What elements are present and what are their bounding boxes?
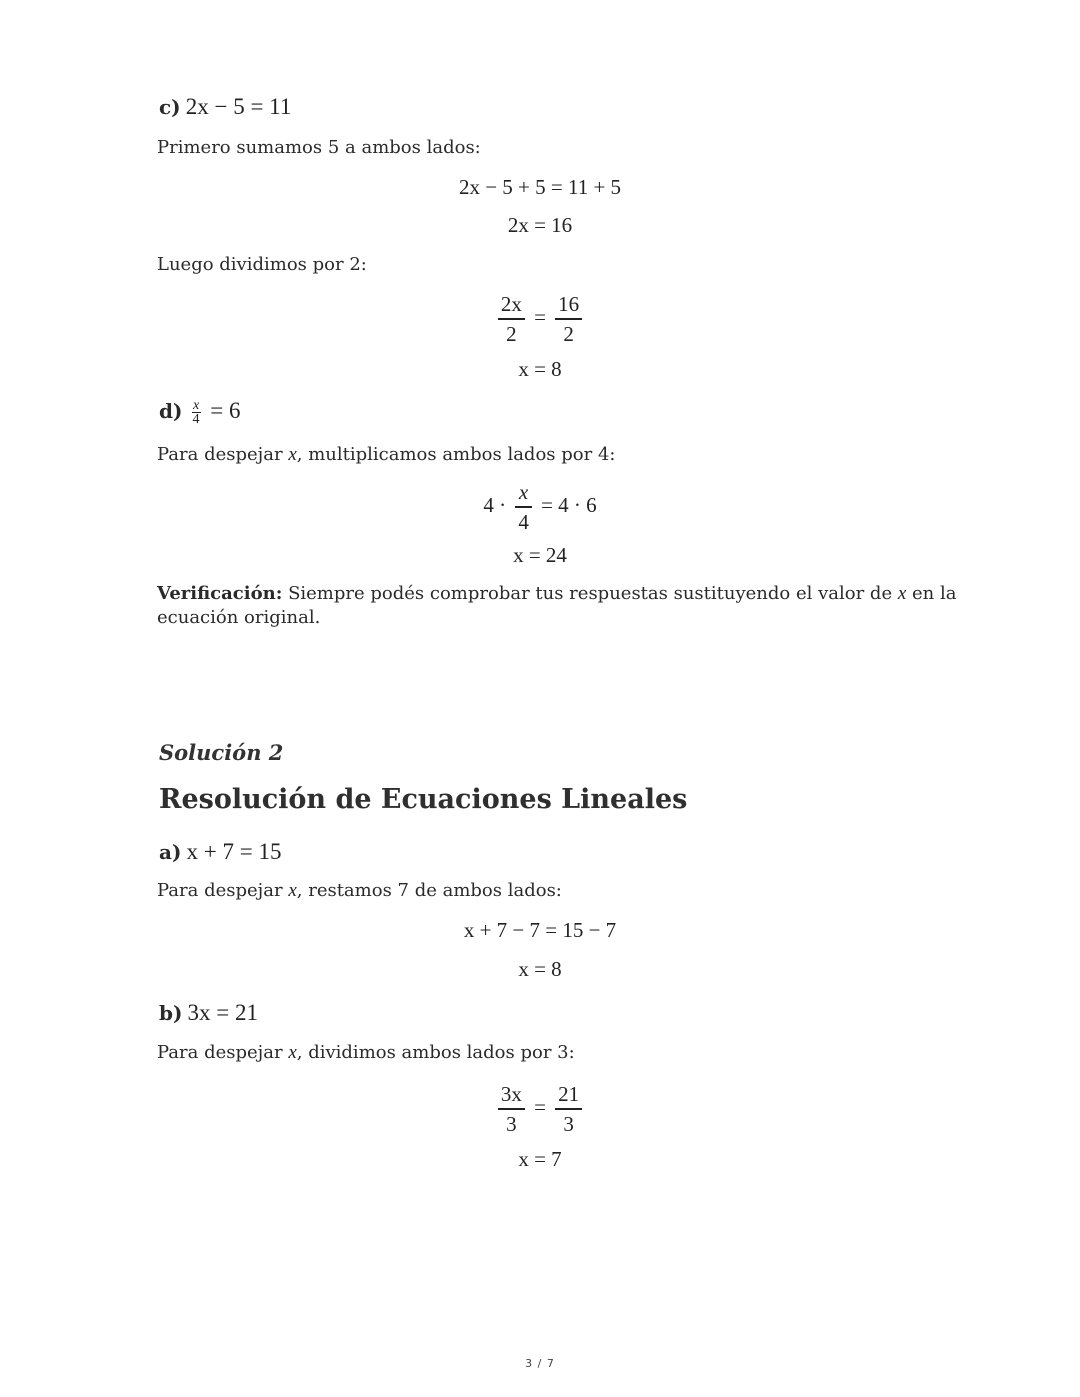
section-d-fraction: $\frac{x}{4}$ [192, 398, 200, 428]
section-d-eq: 4 · $\frac{x}{4}$ = 4 · 6 [483, 480, 597, 534]
section-d-label: d) [159, 399, 183, 423]
section-c-heading [159, 94, 291, 120]
fraction-left: $\frac{3x}{3}$ [498, 1080, 525, 1138]
solution-label: Solución 2 [159, 740, 284, 765]
fraction-left: $\frac{2x}{2}$ [498, 290, 525, 348]
section-d-step-text: Para despejar x, multiplicamos ambos lados por 4: [157, 444, 616, 465]
section-c-result: x = 8 [518, 357, 562, 381]
section-b-equation: 3x = 21 [187, 1000, 259, 1025]
section-c-step2-text: Luego dividimos por 2: [157, 254, 367, 275]
section-c-step1-eq1: 2x − 5 + 5 = 11 + 5 [458, 175, 622, 199]
section-c-fraction-eq: $\frac{2x}{2}$ = $\frac{16}{2}$ [0, 290, 1080, 348]
section-a-step-text: Para despejar x, restamos 7 de ambos lados: [157, 880, 562, 901]
verification-label: Verificación: [157, 583, 283, 604]
section-c-step1-eq2: 2x = 16 [507, 213, 573, 237]
section-b-step-text: Para despejar x, dividimos ambos lados por 3: [157, 1042, 575, 1063]
section-d-heading: d) $\frac{x}{4}$ = 6 [159, 398, 241, 428]
section-a-equation: x + 7 = 15 [186, 839, 282, 864]
section-d-result: x = 24 [513, 543, 567, 567]
page-title: Resolución de Ecuaciones Lineales [159, 784, 688, 815]
section-d-eq-fraction: $\frac{x}{4}$ [515, 478, 532, 536]
section-b-fraction-eq: $\frac{3x}{3}$ = $\frac{21}{3}$ [0, 1080, 1080, 1138]
section-c-step1-text: Primero sumamos 5 a ambos lados: [157, 137, 481, 158]
fraction-right: $\frac{16}{2}$ [555, 290, 582, 348]
section-c-equation: 2x − 5 = 11 [185, 94, 292, 119]
section-a-label: a) [159, 840, 182, 864]
fraction-right: $\frac{21}{3}$ [555, 1080, 582, 1138]
section-b-label: b) [159, 1001, 183, 1025]
section-a-eq1: x + 7 − 7 = 15 − 7 [463, 918, 617, 942]
section-a-result: x = 8 [518, 957, 562, 981]
section-a-heading [159, 839, 281, 865]
section-b-heading [159, 1000, 258, 1026]
verification-line1: Verificación: Siempre podés comprobar tus respuestas sustituyendo el valor de x en la [157, 583, 957, 604]
verification-line2: ecuación original. [157, 607, 321, 628]
page-number: 3 / 7 [525, 1357, 555, 1370]
section-c-label: c) [159, 95, 181, 119]
section-b-result: x = 7 [518, 1147, 562, 1171]
